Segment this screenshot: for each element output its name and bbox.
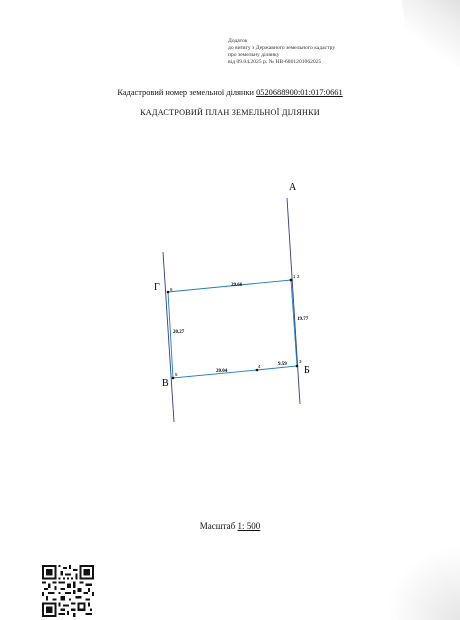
- point-number-4: 4: [258, 364, 261, 369]
- dimension-bottom-left: 20.04: [216, 369, 228, 374]
- line-a-b: [287, 198, 300, 404]
- annex-line-4: від 09.04.2025 р. № НВ-6801201062025: [228, 59, 322, 65]
- dimension-right: 19.77: [297, 317, 309, 322]
- annex-line-1: Додаток: [228, 38, 248, 44]
- point-marker-1: [290, 279, 293, 282]
- point-marker-4: [256, 369, 259, 372]
- plan-title: КАДАСТРОВИЙ ПЛАН ЗЕМЕЛЬНОЇ ДІЛЯНКИ: [140, 108, 320, 117]
- cadastral-number: 0520688900:01:017:0661: [256, 88, 343, 97]
- point-number-5: 5: [175, 372, 178, 377]
- dimension-left: 20.27: [173, 330, 185, 335]
- label-v: В: [162, 378, 169, 389]
- cadastral-label: Кадастровий номер земельної ділянки: [117, 88, 254, 97]
- label-a: А: [289, 182, 297, 193]
- point-number-1: 1: [293, 274, 296, 279]
- point-marker-3: [296, 365, 299, 368]
- qr-code-icon: [42, 565, 94, 617]
- point-number-2: 2: [297, 274, 300, 279]
- point-number-6: 6: [170, 287, 173, 292]
- point-number-3: 3: [299, 359, 302, 364]
- annex-line-2: до витягу з Державного земельного кадастру: [228, 45, 336, 51]
- dimension-bottom-right: 9.59: [278, 362, 287, 367]
- dimension-top: 29.66: [231, 283, 243, 288]
- annex-line-3: про земельну ділянку: [228, 52, 280, 58]
- label-g: Г: [154, 282, 160, 293]
- point-marker-5: [172, 377, 175, 380]
- scale-line: [0, 521, 460, 531]
- line-g-v: [163, 252, 174, 422]
- scale-label: Масштаб: [199, 521, 236, 531]
- scale-value: 1: 500: [237, 521, 261, 531]
- label-b: Б: [304, 365, 310, 376]
- point-marker-6: [167, 291, 170, 294]
